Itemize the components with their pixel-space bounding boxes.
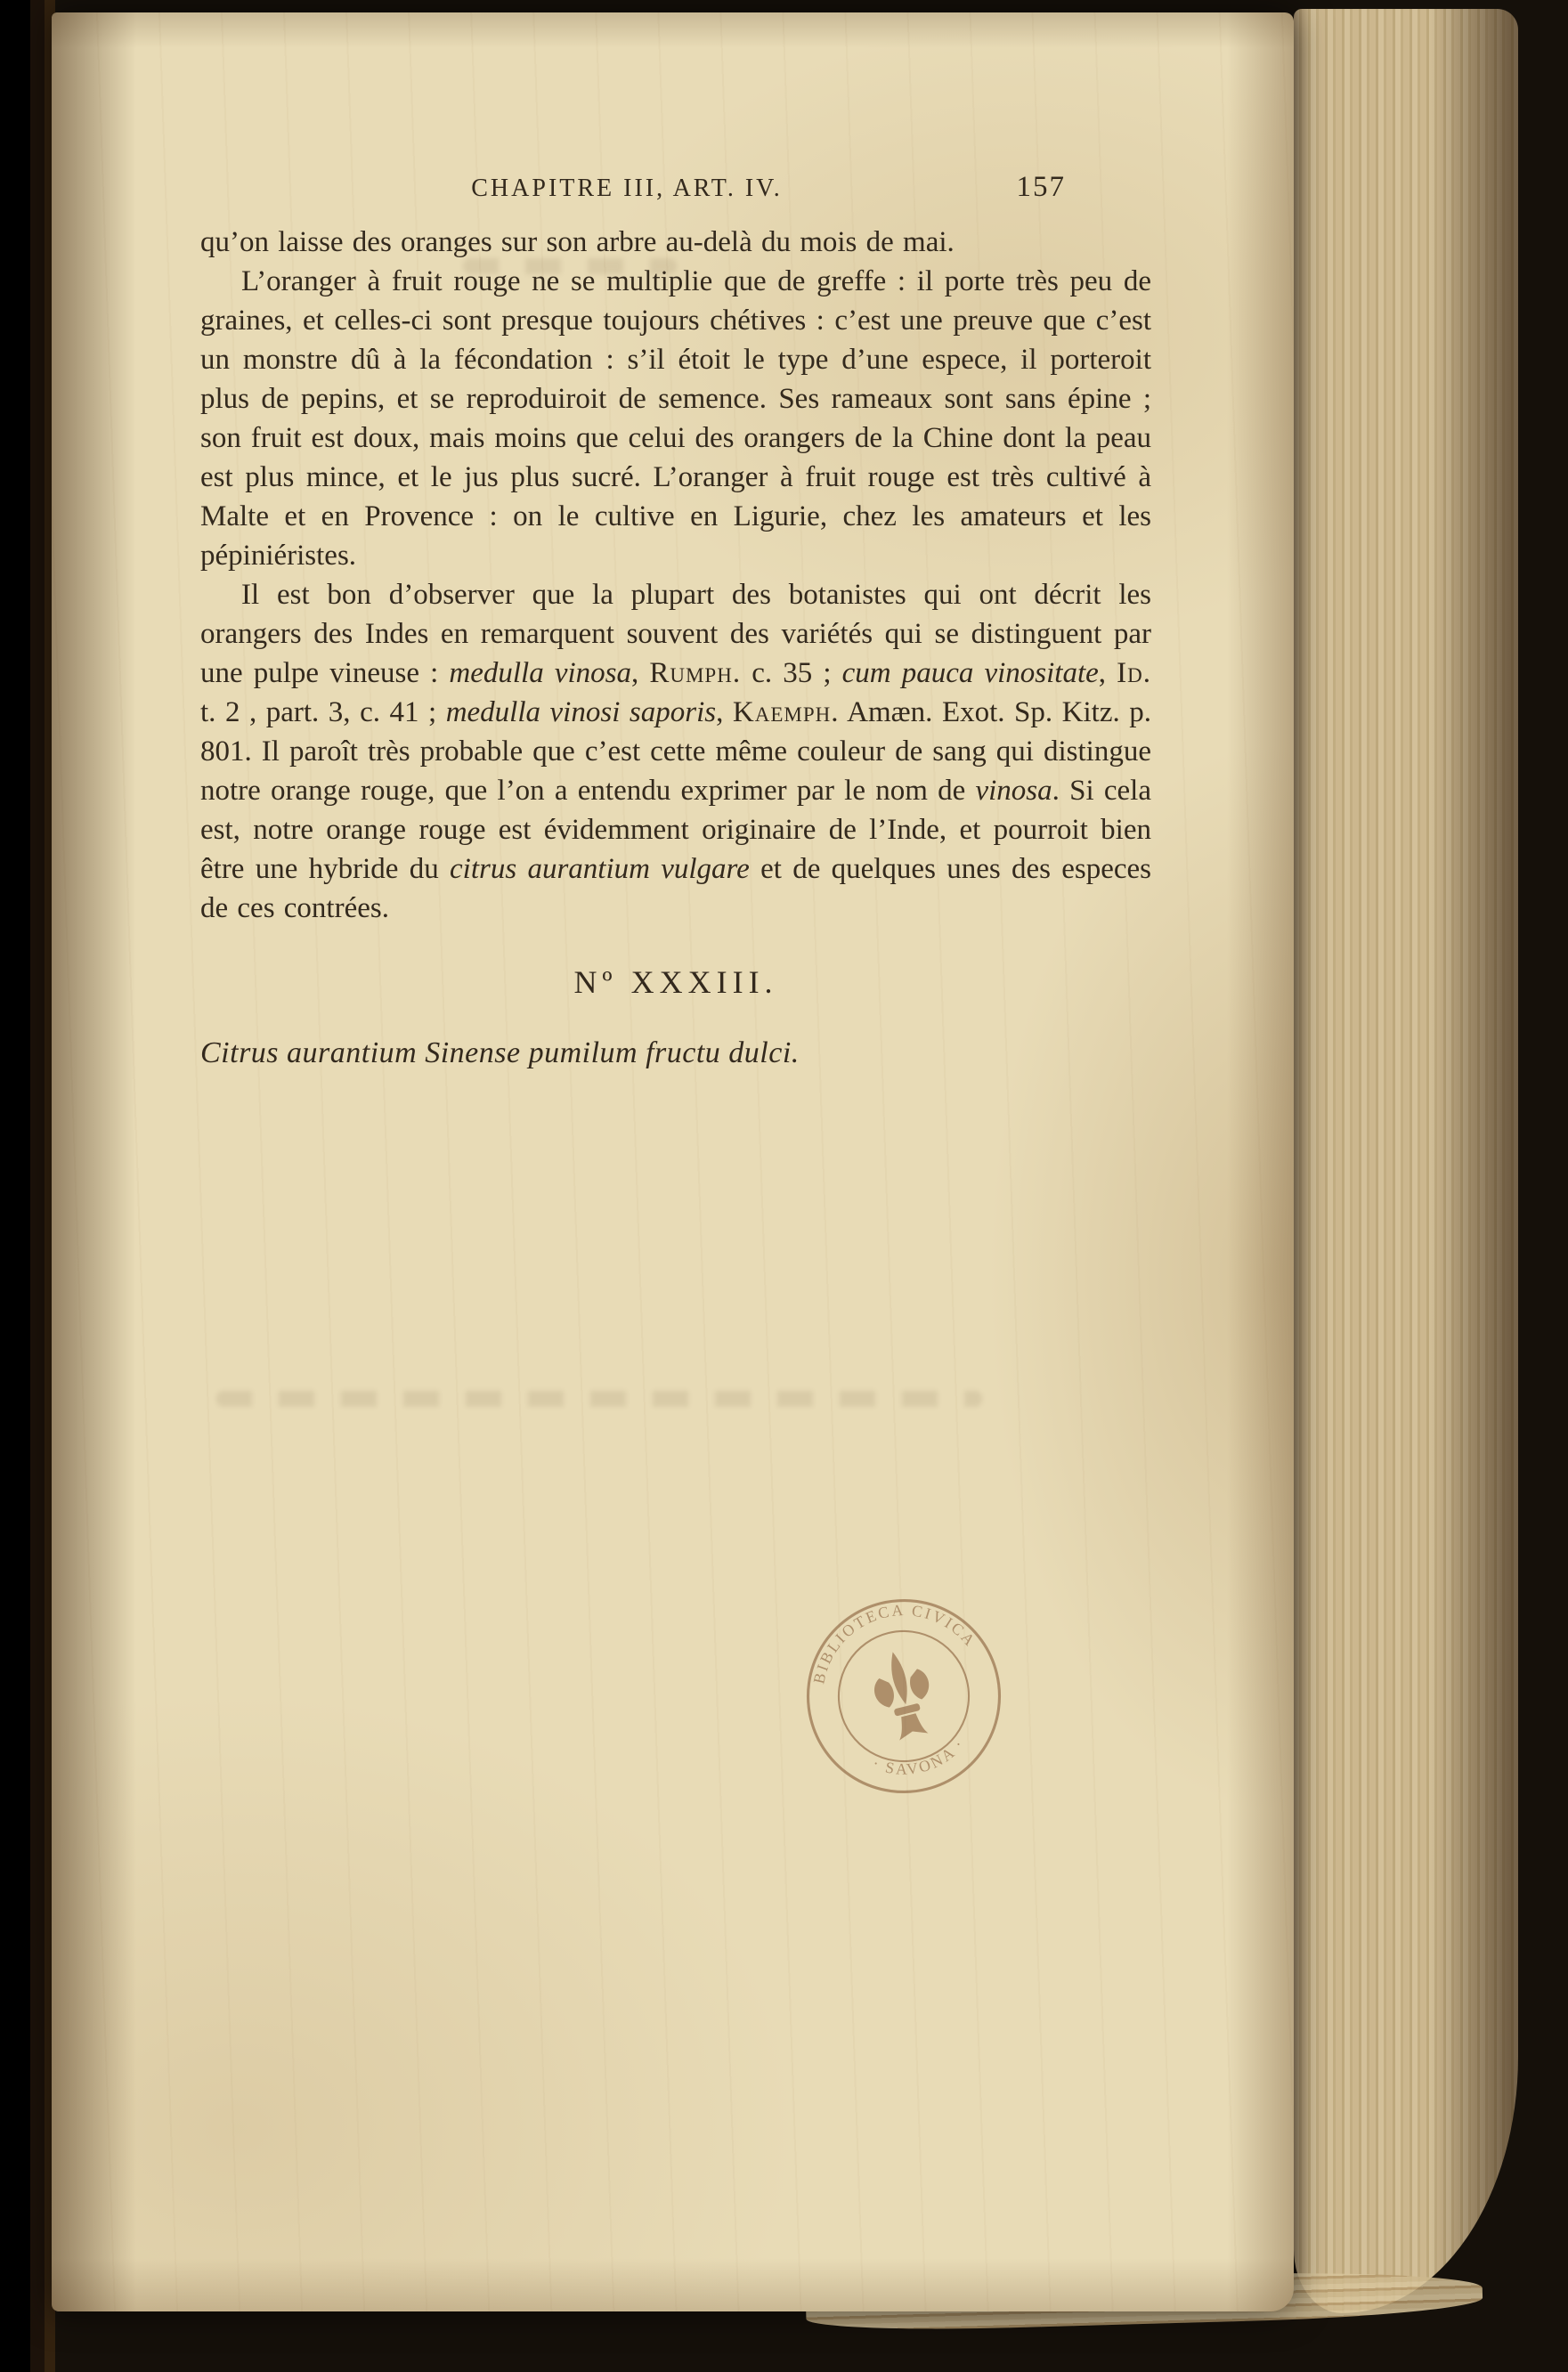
text-segment: et de quelques unes des especes de ces contrées.	[200, 853, 1151, 924]
text-italic: cum pauca vinositate	[841, 657, 1099, 689]
stamp-top-text	[795, 1582, 981, 1689]
library-stamp	[775, 1567, 1034, 1826]
text-segment: ,	[716, 696, 733, 728]
text-smallcaps: Kaemph.	[732, 696, 840, 728]
text-italic: medulla vinosi saporis	[445, 696, 717, 728]
paragraph	[200, 575, 1151, 928]
text-block	[200, 171, 1151, 1070]
paragraphs	[200, 223, 1151, 928]
text-smallcaps: Id.	[1117, 657, 1152, 689]
text-segment: . Si cela est, notre orange rouge est évidemment originaire de l’Inde, et pourroit bien être une hybride du	[200, 775, 1151, 885]
paragraph	[200, 262, 1151, 575]
stamp-top-textpath: BIBLIOTECA CIVICA	[809, 1600, 980, 1686]
ink-showthrough	[216, 1391, 982, 1407]
text-segment: t. 2 , part. 3, c. 41 ;	[200, 696, 446, 728]
stamp-bottom-textpath: · SAVONA ·	[870, 1734, 969, 1778]
paragraph	[200, 223, 1151, 262]
text-segment: ,	[630, 657, 650, 689]
text-segment: qu’on laisse des oranges sur son arbre au-delà du mois de mai.	[200, 226, 955, 258]
text-segment: Amæn. Exot. Sp. Kitz. p. 801. Il paroît très probable que c’est cette même couleur de sang qui distingue notre orange rouge, que l’on a entendu exprimer par le nom de	[200, 696, 1152, 807]
text-italic: citrus aurantium vulgare	[450, 853, 750, 885]
library-stamp-graphic	[775, 1567, 1034, 1826]
text-segment: Il est bon d’observer que la plupart des botanistes qui ont décrit les orangers des Indes en remarquent souvent des variétés qui se distinguent par une pulpe vineuse :	[200, 579, 1151, 689]
text-segment: c. 35 ;	[741, 657, 842, 689]
stamp-bottom-text	[866, 1732, 972, 1788]
book-page	[52, 12, 1294, 2311]
page-number: 157	[1016, 171, 1066, 203]
book-spine	[0, 0, 55, 2372]
section-heading: Nº XXXIII.	[573, 964, 778, 1000]
text-segment: L’oranger à fruit rouge ne se multiplie que de greffe : il porte très peu de graines, et celles-ci sont presque toujours chétives : c’est une preuve que c’est un monstre dû à la fécondation : s’il étoit le type d’une espece, il porteroit plus de pepins, et se reproduiroit de semence. Ses rameaux sont sans épine ; son fruit est doux, mais moins que celui des orangers de la Chine dont la peau est plus mince, et le jus plus sucré. L’oranger à fruit rouge est très cultivé à Malte et en Provence : on le cultive en Ligurie, chez les amateurs et les pépiniéristes.	[200, 265, 1151, 572]
chapter-heading: CHAPITRE III, ART. IV.	[471, 175, 783, 202]
text-italic: vinosa	[975, 775, 1052, 807]
page-edge-stack	[1294, 9, 1518, 2313]
fleur-de-lis-icon	[866, 1645, 941, 1743]
text-smallcaps: Rumph.	[649, 657, 742, 689]
text-segment: ,	[1098, 657, 1117, 689]
species-name: Citrus aurantium Sinense pumilum fructu dulci.	[200, 1036, 800, 1069]
running-header	[200, 171, 1151, 223]
text-italic: medulla vinosa	[449, 657, 631, 689]
